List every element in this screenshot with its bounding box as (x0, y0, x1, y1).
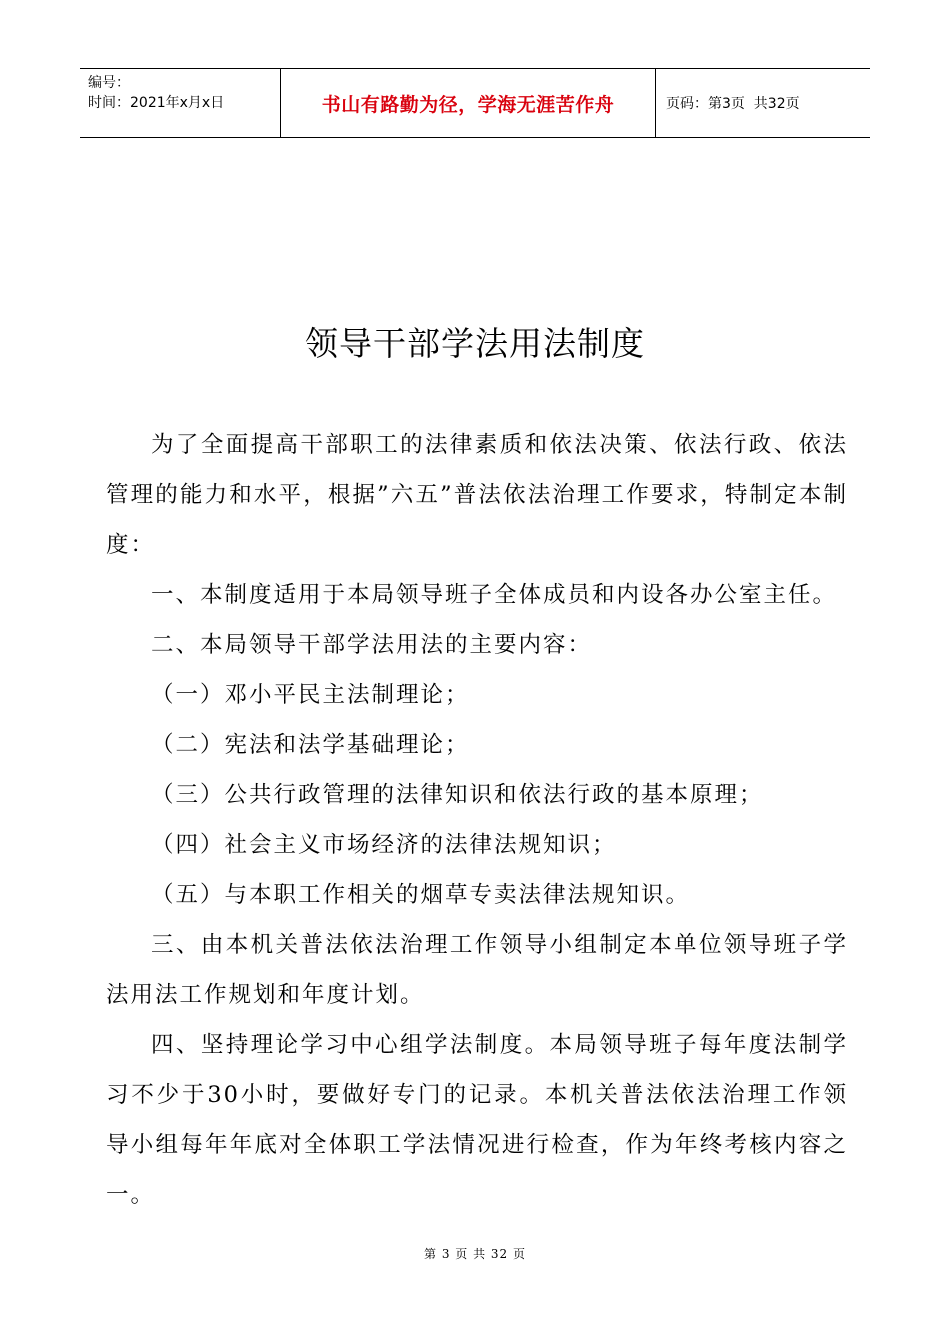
paragraph-item-4: 四、坚持理论学习中心组学法制度。本局领导班子每年度法制学习不少于30小时，要做好专门的记录。本机关普法依法治理工作领导小组每年年底对全体职工学法情况进行检查，作为年终考核内容之一。 (106, 1032, 848, 1208)
paragraph-subitem-2: （二）宪法和法学基础理论； (151, 732, 470, 758)
header-number-label: 编号： (88, 75, 130, 91)
paragraph-intro: 为了全面提高干部职工的法律素质和依法决策、依法行政、依法管理的能力和水平，根据”六五”普法依法治理工作要求，特制定本制度： (106, 432, 848, 558)
paragraph-item-3: 三、由本机关普法依法治理工作领导小组制定本单位领导班子学法用法工作规划和年度计划。 (106, 932, 848, 1008)
paragraph-subitem-3: （三）公共行政管理的法律知识和依法行政的基本原理； (151, 782, 764, 808)
header-motto: 书山有路勤为径，学海无涯苦作舟 (280, 69, 656, 137)
document-body (106, 420, 848, 1220)
paragraph-subitem-1: （一）邓小平民主法制理论； (151, 682, 470, 708)
paragraph-subitem-5: （五）与本职工作相关的烟草专卖法律法规知识。 (151, 882, 691, 908)
paragraph-item-1: 一、本制度适用于本局领导班子全体成员和内设各办公室主任。 (151, 582, 838, 608)
paragraph-subitem-4: （四）社会主义市场经济的法律法规知识； (151, 832, 617, 858)
header-time-label: 时间：2021年x月x日 (88, 95, 225, 111)
header-page-info-cell (656, 69, 870, 137)
paragraph-item-2: 二、本局领导干部学法用法的主要内容： (151, 632, 593, 658)
document-header (80, 68, 870, 138)
page-footer: 第 3 页 共 32 页 (424, 1247, 526, 1261)
document-title: 领导干部学法用法制度 (305, 324, 645, 363)
header-meta (80, 69, 280, 137)
header-page-info: 页码：第3页 共32页 (666, 96, 800, 112)
